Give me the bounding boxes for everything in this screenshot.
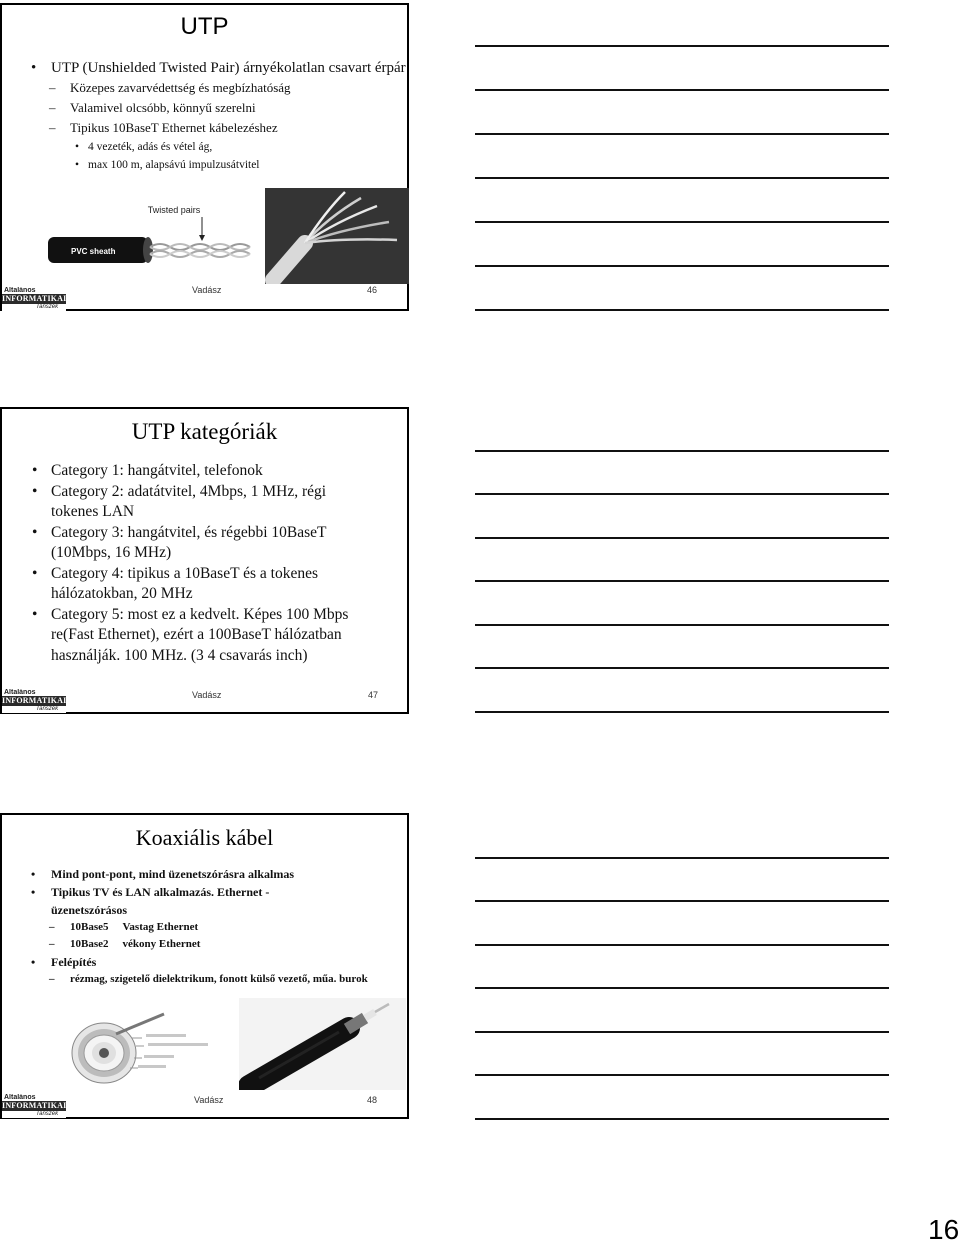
note-line [475, 177, 889, 179]
logo-line3: Tanszék [36, 304, 59, 310]
footer-author: Vadász [192, 690, 222, 700]
bullet-item: • Category 3: hangátvitel, és régebbi 10BaseT (10Mbps, 16 MHz) [2, 523, 407, 564]
utp-cable-photo [265, 188, 409, 284]
logo-line2: INFORMATIKAI [2, 294, 66, 303]
bullet-item: • Category 5: most ez a kedvelt. Képes 100 Mbps re(Fast Ethernet), ezért a 100BaseT hálózatban használják. 100 MHz. (3 4 csavarás inch) [2, 605, 407, 667]
note-line [475, 221, 889, 223]
standard-description: vékony Ethernet [122, 938, 201, 950]
note-line [475, 450, 889, 452]
logo-line1: Általános [4, 689, 36, 696]
sub-sub-bullet-item: • 4 vezeték, adás és vétel ág, [2, 138, 407, 156]
logo-line3: Tanszék [36, 706, 59, 712]
note-line [475, 45, 889, 47]
footer-slide-number: 48 [367, 1095, 378, 1105]
page-number: 16 [928, 1214, 960, 1245]
coaxial-cable-cutaway-illustration [64, 998, 224, 1088]
footer-author: Vadász [194, 1095, 224, 1105]
sub-bullet-item [2, 919, 407, 936]
logo-line3: Tanszék [36, 1111, 59, 1117]
slide-title: UTP kategóriák [131, 419, 278, 444]
twisted-pair-cable-illustration [46, 197, 266, 273]
note-line [475, 537, 889, 539]
logo-line1: Általános [4, 1094, 36, 1101]
footer-slide-number: 46 [367, 285, 378, 295]
note-line [475, 1031, 889, 1033]
slide-title: Koaxiális kábel [135, 825, 274, 850]
bullet-list [2, 461, 407, 666]
bullet-list [2, 58, 407, 174]
sub-bullet-item: – Tipikus 10BaseT Ethernet kábelezéshez [2, 118, 407, 138]
note-line [475, 1118, 889, 1120]
coaxial-cable-photo [239, 998, 406, 1090]
standard-name: 10Base5 [70, 921, 109, 933]
note-line [475, 133, 889, 135]
note-line [475, 309, 889, 311]
slide-utp-categories [0, 407, 409, 714]
sub-bullet-item [2, 936, 407, 953]
slide-coaxial-cable [0, 813, 409, 1119]
sub-bullet-item: – Valamivel olcsóbb, könnyű szerelni [2, 98, 407, 118]
note-line [475, 900, 889, 902]
bullet-item: • Tipikus TV és LAN alkalmazás. Ethernet - üzenetszórásos [2, 883, 407, 919]
note-line [475, 944, 889, 946]
note-line [475, 624, 889, 626]
standard-name: 10Base2 [70, 938, 109, 950]
note-line [475, 89, 889, 91]
logo-line1: Általános [4, 287, 36, 294]
department-logo [2, 287, 66, 311]
standard-description: Vastag Ethernet [122, 921, 199, 933]
note-line [475, 857, 889, 859]
department-logo [2, 1094, 66, 1118]
slide-title: UTP [180, 13, 229, 40]
bullet-item: • Felépítés [2, 953, 407, 971]
logo-line2: INFORMATIKAI [2, 1101, 66, 1110]
pvc-sheath-label: PVC sheath [71, 247, 116, 256]
department-logo [2, 689, 66, 713]
sub-bullet-item: – Közepes zavarvédettség és megbízhatóság [2, 78, 407, 98]
bullet-item: • Category 2: adatátvitel, 4Mbps, 1 MHz, régi tokenes LAN [2, 482, 407, 523]
sub-sub-bullet-item: • max 100 m, alapsávú impulzusátvitel [2, 156, 407, 174]
bullet-item: • UTP (Unshielded Twisted Pair) árnyékolatlan csavart érpár [2, 58, 407, 78]
note-line [475, 987, 889, 989]
note-line [475, 667, 889, 669]
logo-line2: INFORMATIKAI [2, 696, 66, 705]
note-line [475, 265, 889, 267]
note-line [475, 1074, 889, 1076]
footer-slide-number: 47 [368, 690, 379, 700]
bullet-item: • Mind pont-pont, mind üzenetszórásra alkalmas [2, 865, 407, 883]
sub-bullet-item: – rézmag, szigetelő dielektrikum, fonott külső vezető, műa. burok [2, 971, 407, 988]
bullet-list [2, 865, 407, 988]
note-line [475, 580, 889, 582]
slide-utp [0, 3, 409, 311]
twisted-pairs-label: Twisted pairs [147, 205, 201, 215]
note-line [475, 493, 889, 495]
bullet-item: • Category 4: tipikus a 10BaseT és a tokenes hálózatokban, 20 MHz [2, 564, 407, 605]
footer-author: Vadász [192, 285, 222, 295]
bullet-item: • Category 1: hangátvitel, telefonok [2, 461, 407, 482]
note-line [475, 711, 889, 713]
